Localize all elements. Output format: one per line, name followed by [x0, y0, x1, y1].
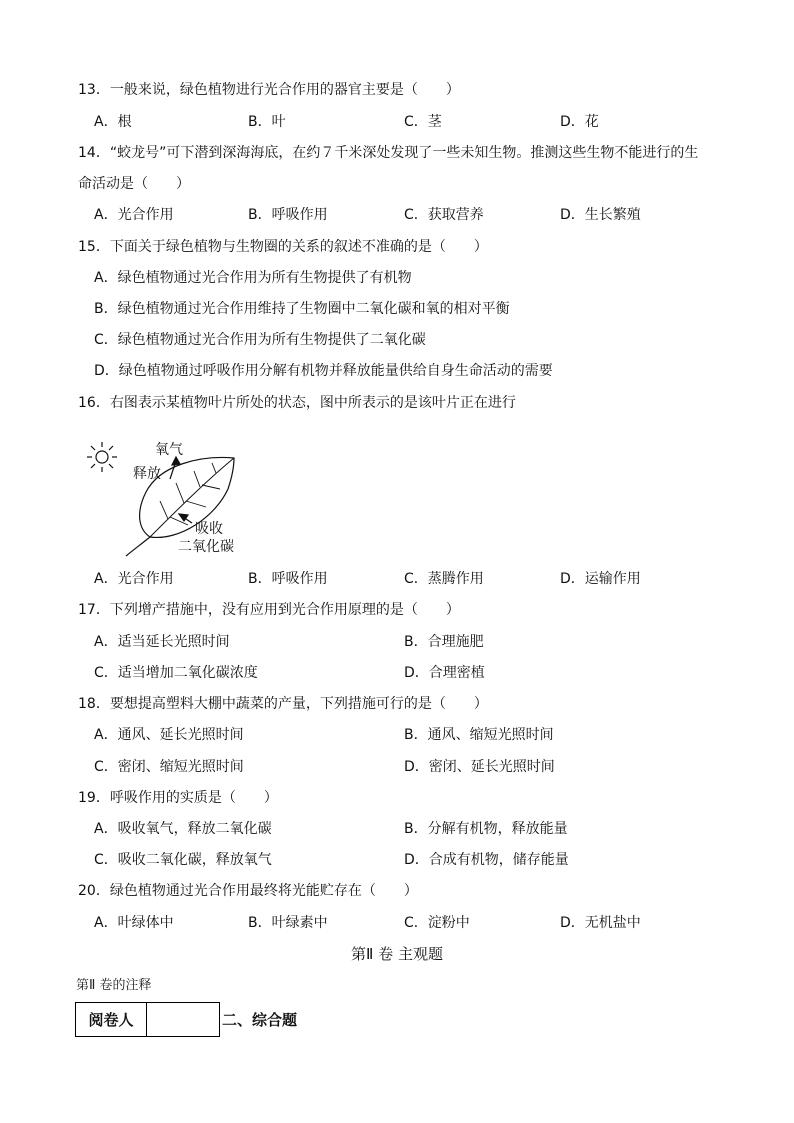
question-13-stem: 13．一般来说，绿色植物进行光合作用的器官主要是（ ）	[78, 82, 460, 98]
section-title: 第Ⅱ 卷 主观题	[351, 945, 443, 963]
q19-option-c: C．吸收二氧化碳，释放氧气	[94, 852, 272, 868]
q19-option-b: B．分解有机物，释放能量	[404, 821, 568, 837]
q13-option-b: B．叶	[248, 114, 286, 130]
sun-icon	[87, 442, 117, 472]
leaf-diagram	[80, 437, 255, 559]
q17-option-a: A．适当延长光照时间	[94, 634, 230, 650]
q17-option-d: D．合理密植	[404, 665, 485, 681]
q18-option-d: D．密闭、延长光照时间	[404, 759, 555, 775]
q15-option-d: D．绿色植物通过呼吸作用分解有机物并释放能量供给自身生命活动的需要	[94, 363, 553, 379]
question-14-stem-line1: 14．“蛟龙号”可下潜到深海海底，在约７千米深处发现了一些未知生物。推测这些生物不能进行的生	[78, 145, 699, 161]
q13-option-c: C．茎	[404, 114, 442, 130]
grader-label: 阅卷人	[76, 1003, 147, 1036]
leaf-veins	[160, 463, 220, 525]
section-note: 第Ⅱ 卷的注释	[76, 978, 152, 993]
q19-option-d: D．合成有机物，储存能量	[404, 852, 569, 868]
q16-option-d: D．运输作用	[560, 571, 641, 587]
label-oxygen: 氧气	[155, 442, 183, 458]
question-17-stem: 17．下列增产措施中，没有应用到光合作用原理的是（ ）	[78, 602, 460, 618]
q13-option-d: D．花	[560, 114, 599, 130]
q14-option-d: D．生长繁殖	[560, 207, 641, 223]
label-absorb: 吸收	[195, 521, 223, 537]
q18-option-a: A．通风、延长光照时间	[94, 727, 244, 743]
grader-blank-cell[interactable]	[147, 1003, 219, 1036]
q14-option-c: C．获取营养	[404, 207, 484, 223]
question-20-stem: 20．绿色植物通过光合作用最终将光能贮存在（ ）	[78, 883, 418, 899]
grader-table	[75, 1002, 220, 1037]
q16-option-b: B．呼吸作用	[248, 571, 328, 587]
question-18-stem: 18．要想提高塑料大棚中蔬菜的产量，下列措施可行的是（ ）	[78, 696, 488, 712]
q20-option-c: C．淀粉中	[404, 915, 470, 931]
q14-option-a: A．光合作用	[94, 207, 174, 223]
question-19-stem: 19．呼吸作用的实质是（ ）	[78, 790, 278, 806]
q17-option-b: B．合理施肥	[404, 634, 484, 650]
part-title: 二、综合题	[222, 1011, 298, 1029]
label-co2: 二氧化碳	[178, 539, 234, 555]
question-15-stem: 15．下面关于绿色植物与生物圈的关系的叙述不准确的是（ ）	[78, 239, 488, 255]
question-14-stem-line2: 命活动是（ ）	[78, 176, 190, 192]
q19-option-a: A．吸收氧气，释放二氧化碳	[94, 821, 272, 837]
q16-option-c: C．蒸腾作用	[404, 571, 484, 587]
q17-option-c: C．适当增加二氧化碳浓度	[94, 665, 258, 681]
q20-option-d: D．无机盐中	[560, 915, 641, 931]
q18-option-b: B．通风、缩短光照时间	[404, 727, 554, 743]
q15-option-a: A．绿色植物通过光合作用为所有生物提供了有机物	[94, 270, 412, 286]
q14-option-b: B．呼吸作用	[248, 207, 328, 223]
q15-option-c: C．绿色植物通过光合作用为所有生物提供了二氧化碳	[94, 332, 426, 348]
q13-option-a: A．根	[94, 114, 132, 130]
leaf-petiole	[126, 537, 150, 556]
question-16-stem: 16．右图表示某植物叶片所处的状态，图中所表示的是该叶片正在进行	[78, 395, 516, 411]
q15-option-b: B．绿色植物通过光合作用维持了生物圈中二氧化碳和氧的相对平衡	[94, 301, 510, 317]
q20-option-a: A．叶绿体中	[94, 915, 174, 931]
q18-option-c: C．密闭、缩短光照时间	[94, 759, 244, 775]
label-release: 释放	[133, 466, 161, 482]
q20-option-b: B．叶绿素中	[248, 915, 328, 931]
q16-option-a: A．光合作用	[94, 571, 174, 587]
